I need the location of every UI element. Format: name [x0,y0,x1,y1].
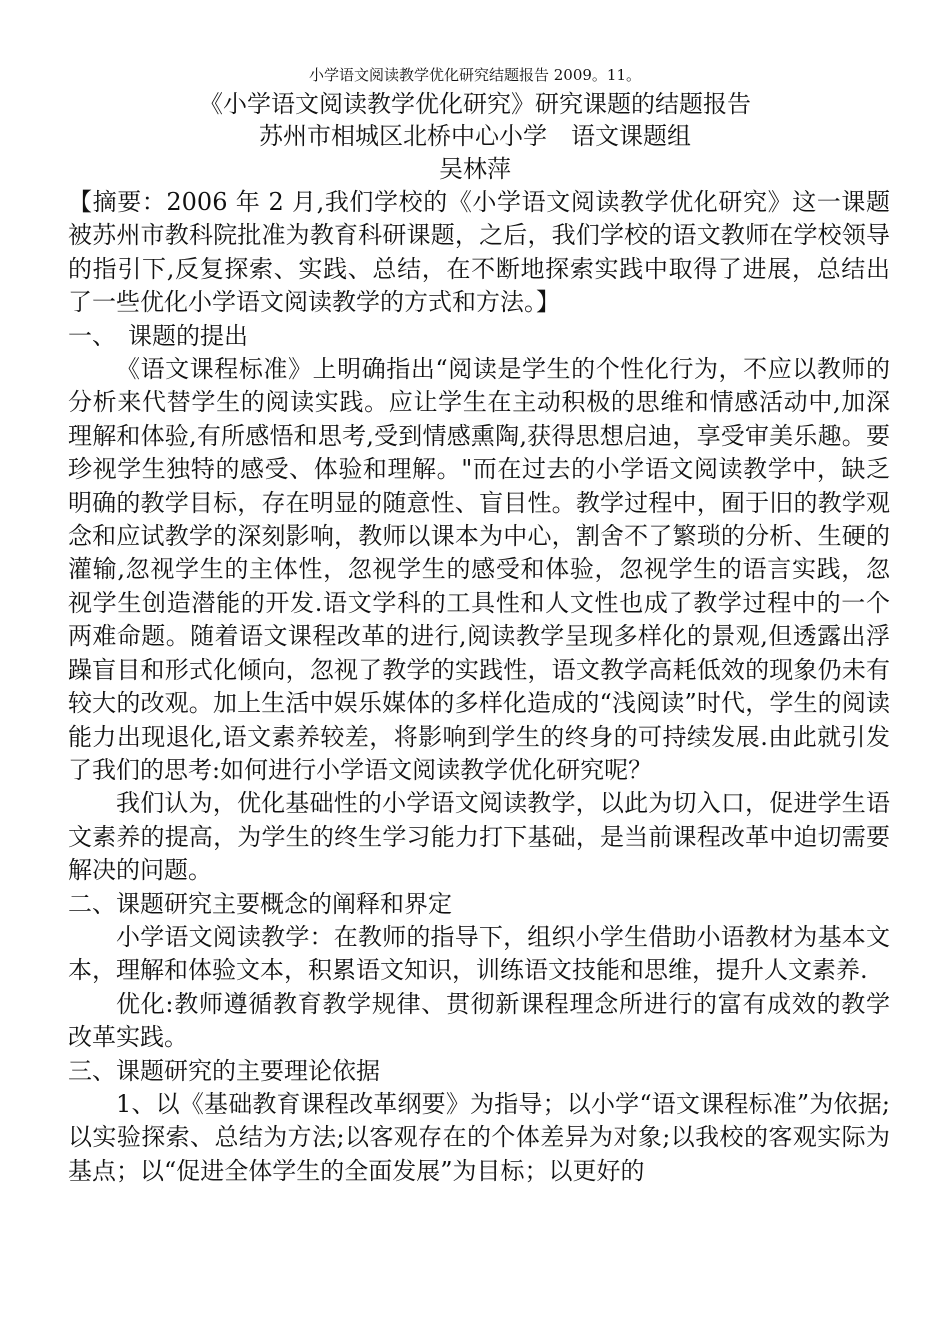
paragraph: 《语文课程标准》上明确指出“阅读是学生的个性化行为，不应以教师的分析来代替学生的阅读实践。应让学生在主动积极的思维和情感活动中,加深理解和体验,有所感悟和思考,受到情感熏陶,获得思想启迪，享受审美乐趣。要珍视学生独特的感受、体验和理解。"而在过去的小学语文阅读教学中，缺乏明确的教学目标，存在明显的随意性、盲目性。教学过程中，囿于旧的教学观念和应试教学的深刻影响，教师以课本为中心，割舍不了繁琐的分析、生硬的灌输,忽视学生的主体性，忽视学生的感受和体验，忽视学生的语言实践，忽视学生创造潜能的开发.语文学科的工具性和人文性也成了教学过程中的一个两难命题。随着语文课程改革的进行,阅读教学呈现多样化的景观,但透露出浮躁盲目和形式化倾向，忽视了教学的实践性，语文教学高耗低效的现象仍未有较大的改观。加上生活中娱乐媒体的多样化造成的“浅阅读”时代，学生的阅读能力出现退化,语文素养较差，将影响到学生的终身的可持续发展.由此就引发了我们的思考:如何进行小学语文阅读教学优化研究呢？ [68,355,890,784]
abstract: 【摘要：2006 年 2 月,我们学校的《小学语文阅读教学优化研究》这一课题被苏州市教科院批准为教育科研课题，之后，我们学校的语文教师在学校领导的指引下,反复探索、实践、总结，在不断地探索实践中取得了进展，总结出了一些优化小学语文阅读教学的方式和方法。】 [68,188,890,317]
section-heading: 三、课题研究的主要理论依据 [68,1056,380,1085]
report-title: 《小学语文阅读教学优化研究》研究课题的结题报告 [199,90,751,118]
paragraph: 小学语文阅读教学：在教师的指导下，组织小学生借助小语教材为基本文本，理解和体验文本，积累语文知识，训练语文技能和思维，提升人文素养. [68,922,890,985]
section-heading: 二、课题研究主要概念的阐释和界定 [68,889,452,918]
author-name: 吴林萍 [439,155,511,183]
document-body [68,186,890,1188]
organization-line: 苏州市相城区北桥中心小学 语文课题组 [259,122,691,150]
paragraph: 我们认为，优化基础性的小学语文阅读教学，以此为切入口，促进学生语文素养的提高，为学生的终生学习能力打下基础，是当前课程改革中迫切需要解决的问题。 [68,789,890,885]
running-header: 小学语文阅读教学优化研究结题报告 2009。11。 [308,66,642,84]
section-heading: 一、 课题的提出 [68,321,248,350]
paragraph: 优化:教师遵循教育教学规律、贯彻新课程理念所进行的富有成效的教学改革实践。 [68,989,890,1052]
paragraph: 1、以《基础教育课程改革纲要》为指导；以小学“语文课程标准”为依据;以实验探索、总结为方法;以客观存在的个体差异为对象;以我校的客观实际为基点；以“促进全体学生的全面发展”为目标；以更好的 [68,1089,890,1185]
